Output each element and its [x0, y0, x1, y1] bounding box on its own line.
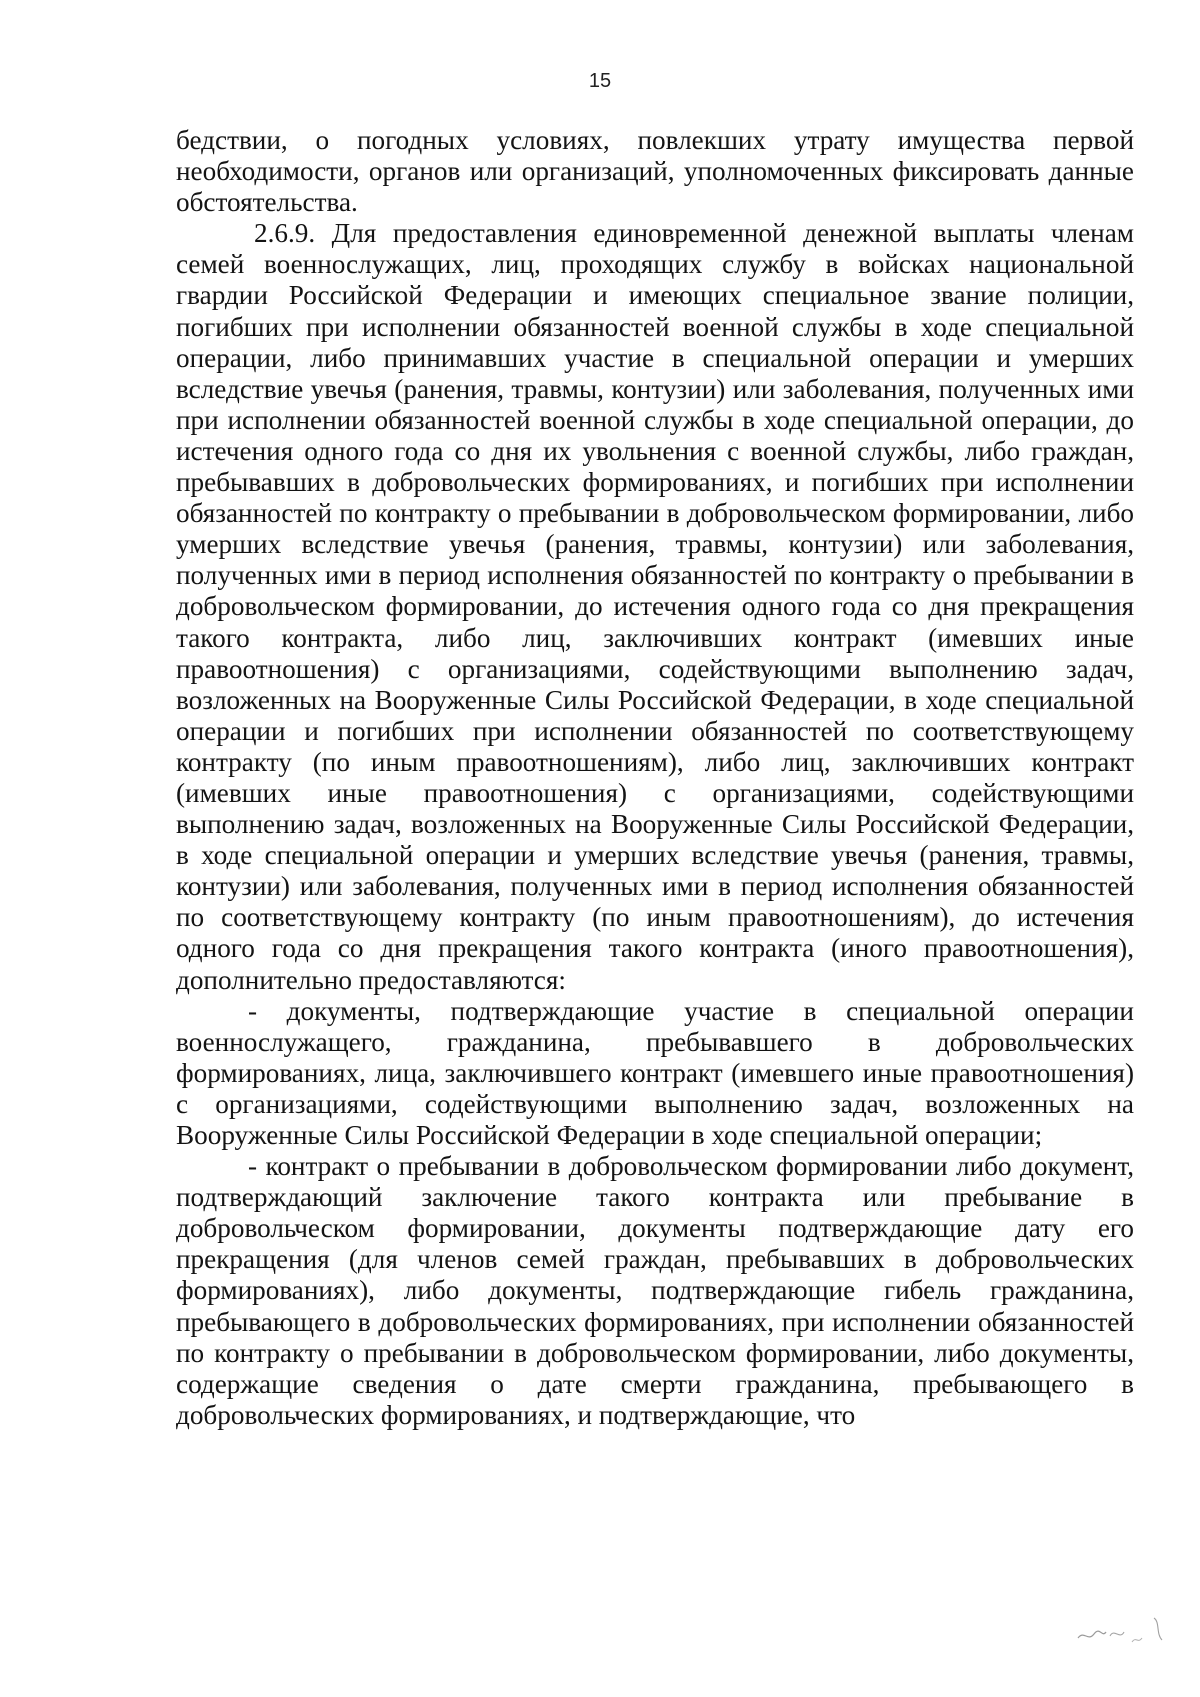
page-number: 15 — [588, 70, 612, 92]
pen-mark-icon — [1070, 1608, 1180, 1648]
list-item-documents-participation: - документы, подтверждающие участие в специальной операции военнослужащего, гражданина, пребывавшего в добровольческих формированиях, лица, заключившего контракт (имевшего иные правоотношения) с организациями, содействующими выполнению задач, возложенных на Вооруженные Силы Российской Федерации в ходе специальной операции; — [176, 995, 1134, 1150]
paragraph-continuation: бедствии, о погодных условиях, повлекших утрату имущества первой необходимости, органов или организаций, уполномоченных фиксировать данные обстоятельства. — [176, 125, 1134, 218]
body-text — [176, 125, 1134, 1431]
list-item-contract-volunteer: - контракт о пребывании в добровольческом формировании либо документ, подтверждающий заключение такого контракта или пребывание в добровольческом формировании, документы подтверждающие дату его прекращения (для членов семей граждан, пребывавших в добровольческих формированиях), либо документы, подтверждающие гибель гражданина, пребывающего в добровольческих формированиях, при исполнении обязанностей по контракту о пребывании в добровольческом формировании, либо документы, содержащие сведения о дате смерти гражданина, пребывающего в добровольческих формированиях, и подтверждающие, что — [176, 1151, 1134, 1430]
paragraph-clause-2-6-9: 2.6.9. Для предоставления единовременной денежной выплаты членам семей военнослужащих, лиц, проходящих службу в войсках национальной гвардии Российской Федерации и имеющих специальное звание полиции, погибших при исполнении обязанностей военной службы в ходе специальной операции, либо принимавших участие в специальной операции и умерших вследствие увечья (ранения, травмы, контузии) или заболевания, полученных ими при исполнении обязанностей военной службы в ходе специальной операции, до истечения одного года со дня их увольнения с военной службы, либо граждан, пребывавших в добровольческих формированиях, и погибших при исполнении обязанностей по контракту о пребывании в добровольческом формировании, либо умерших вследствие увечья (ранения, травмы, контузии) или заболевания, полученных ими в период исполнения обязанностей по контракту о пребывании в добровольческом формировании, до истечения одного года со дня прекращения такого контракта, либо лиц, заключивших контракт (имевших иные правоотношения) с организациями, содействующими выполнению задач, возложенных на Вооруженные Силы Российской Федерации, в ходе специальной операции и погибших при исполнении обязанностей по соответствующему контракту (по иным правоотношениям), либо лиц, заключивших контракт (имевших иные правоотношения) с организациями, содействующими выполнению задач, возложенных на Вооруженные Силы Российской Федерации, в ходе специальной операции и умерших вследствие увечья (ранения, травмы, контузии) или заболевания, полученных ими в период исполнения обязанностей по соответствующему контракту (по иным правоотношениям), до истечения одного года со дня прекращения такого контракта (иного правоотношения), дополнительно предоставляются: — [176, 218, 1134, 995]
